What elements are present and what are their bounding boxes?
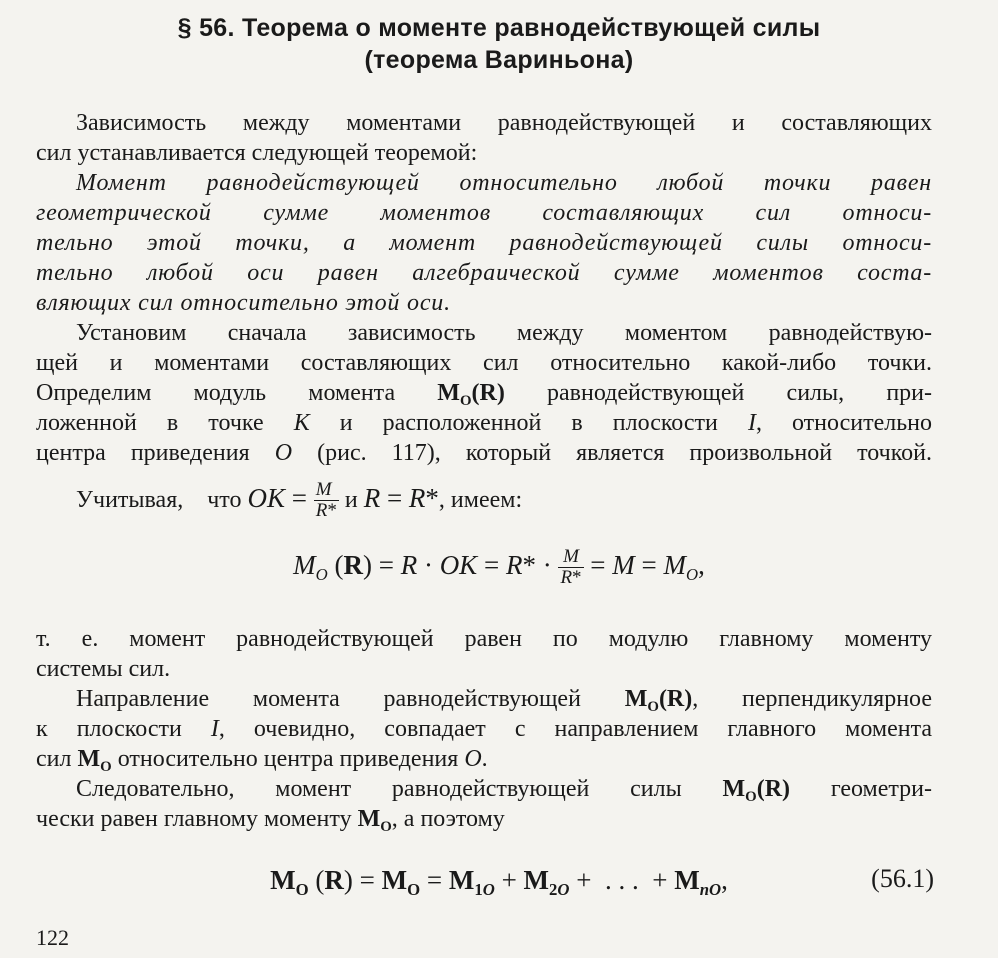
theorem-line-3: тельно этой точки, а момент равнодействующей силы относи- [36,230,932,256]
moment-symbol: $M_O(R)$ [437,380,505,410]
point-k-symbol: K [293,410,310,436]
para3-text: , имеем: [438,487,523,513]
para3-text: что [207,487,242,513]
theorem-line-1: Момент равнодействующей относительно любой точки равен [76,170,932,196]
para5-text: относительно центра приведения [117,746,459,772]
para4-line-1: т. е. момент равнодействующей равен по модулю главному моменту [36,626,932,652]
para2-text: центра приведения [36,440,250,466]
para2-line-5 [36,438,932,468]
para3-text: Учитывая, [76,487,184,513]
para6-text: геометри- [830,776,933,802]
para3-line [76,478,932,522]
equation-moment: $M_O$ (R) = R · OK = R* · $\frac{M}{R*}$ = $M = M_O$, [293,546,705,589]
para2-line-1: Установим сначала зависимость между моментом равнодействую- [76,320,932,346]
para5-text: сил [36,746,72,772]
equation-56-1: $M_O$ $(R) = M_O = M_{1O} + M_{2O}$ + . . . + $M_{nO}$, [270,865,728,899]
para5-line-2 [36,714,932,744]
para2-line-2: щей и моментами составляющих сил относительно какой-либо точки. [36,350,932,376]
main-moment-symbol: $M_O$ [77,746,112,776]
section-title: § 56. Теорема о моменте равнодействующей силы [177,14,821,42]
main-moment-symbol: $M_O$, а поэтому [357,806,505,836]
formula-r: R = R* [363,483,439,513]
plane-symbol: I, относительно [747,410,933,436]
section-subtitle: (теорема Вариньона) [364,46,634,74]
intro-line-2: сил устанавливается следующей теоремой: [36,140,478,166]
para3-text: и [344,487,358,513]
moment-symbol: $M_O(R)$, перпендикулярное [624,686,932,716]
para2-text: равнодействующей силы, при- [547,380,932,406]
point-o-symbol: O [274,440,293,466]
para2-text: (рис. 117), который является произвольной точкой. [317,440,932,466]
theorem-line-2: геометрической сумме моментов составляющих сил относи- [36,200,932,226]
page-number: 122 [36,925,69,950]
para6-text: чески равен главному моменту [36,806,352,832]
plane-symbol: к плоскости I, очевидно, совпадает с направлением главного момента [36,716,933,742]
point-o-symbol: O. [464,746,488,772]
equation-number: (56.1) [871,864,934,893]
para2-text: и расположенной в плоскости [339,410,718,436]
para5-text: Направление момента равнодействующей [76,686,581,712]
theorem-line-5: вляющих сил относительно этой оси. [36,290,451,316]
formula-ok: OK = $\frac{M}{R*}$ [247,479,337,522]
para6-line-2 [36,804,932,842]
para6-text: Следовательно, момент равнодействующей силы [76,776,682,802]
theorem-line-4: тельно любой оси равен алгебраической сумме моментов состa- [36,260,932,286]
moment-symbol: $M_O(R)$ [722,776,791,806]
para2-text: ложенной в точке [36,410,264,436]
para2-text: Определим модуль момента [36,380,396,406]
para2-line-4 [36,408,932,438]
intro-line-1: Зависимость между моментами равнодействующей и составляющих [76,110,932,136]
para4-line-2: системы сил. [36,656,171,682]
